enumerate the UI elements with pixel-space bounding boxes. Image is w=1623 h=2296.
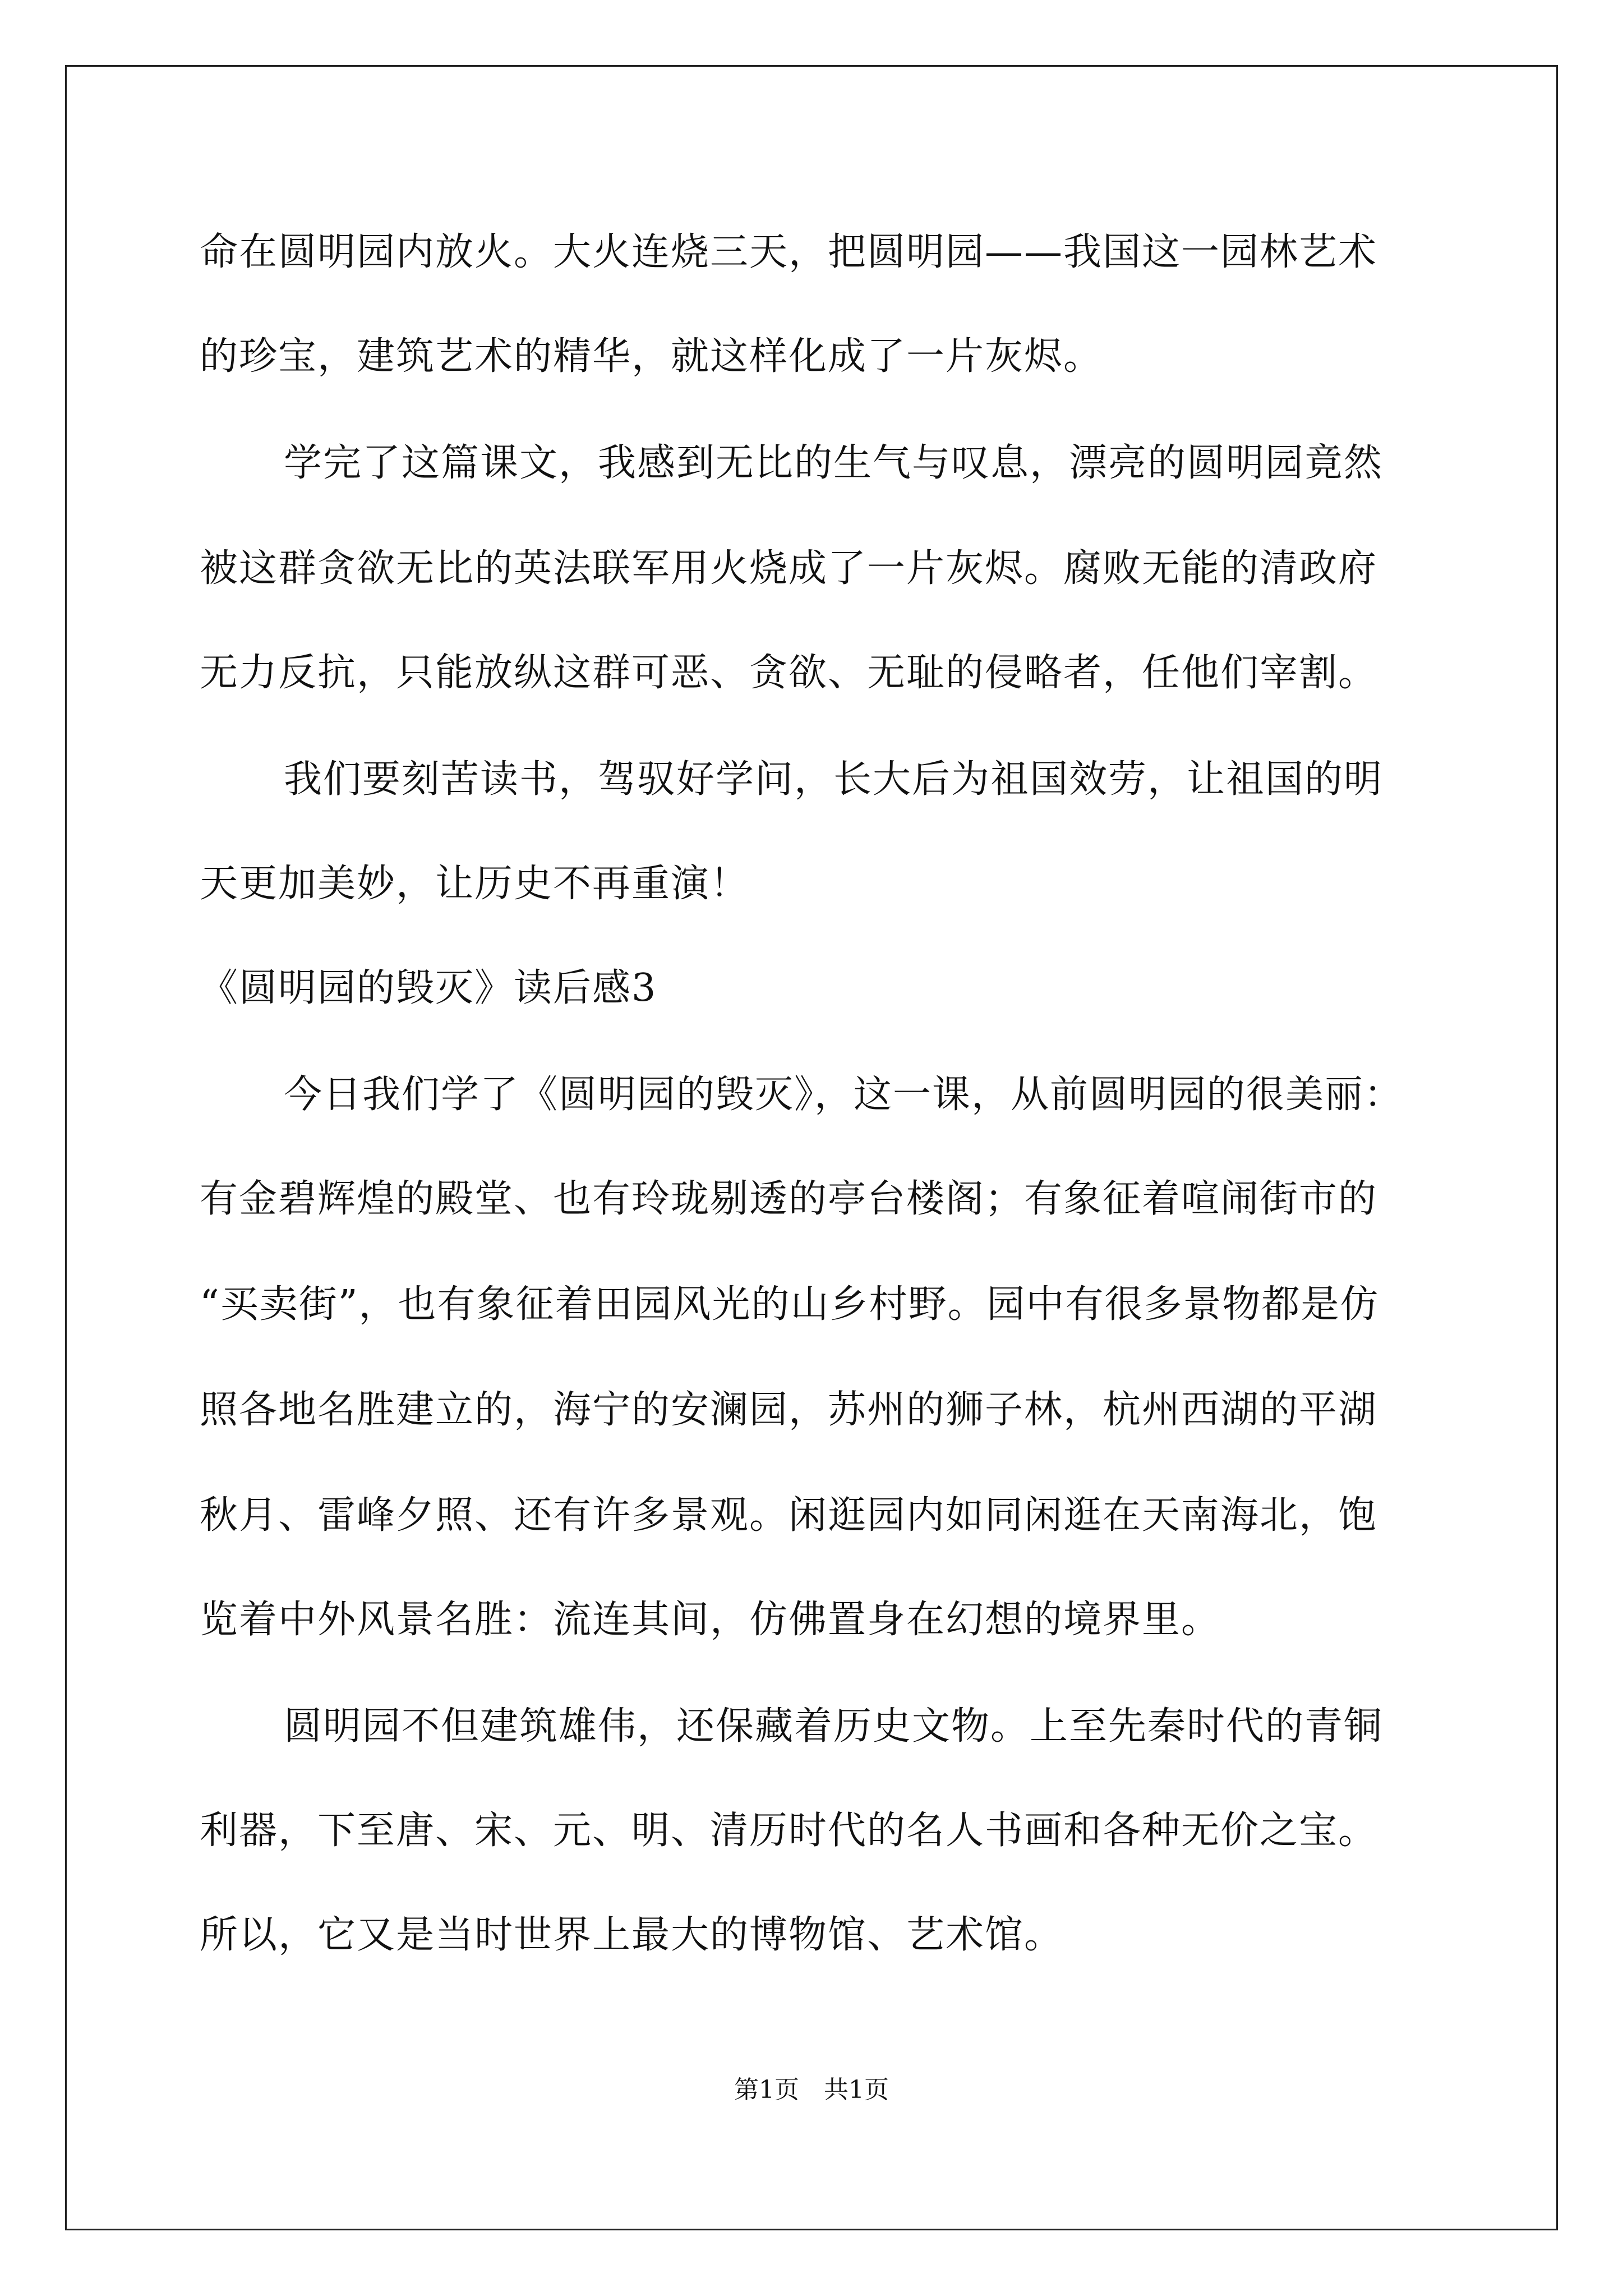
text-line: 照各地名胜建立的，海宁的安澜园，苏州的狮子林，杭州西湖的平湖 [200,1388,1378,1432]
page-number: 第1页 [734,2076,799,2104]
text-line: 所以，它又是当时世界上最大的博物馆、艺术馆。 [200,1913,1064,1957]
text-line: 天更加美妙，让历史不再重演！ [200,862,750,906]
text-line: “买卖街”，也有象征着田园风光的山乡村野。园中有很多景物都是仿 [200,1282,1380,1327]
text-line: 学完了这篇课文，我感到无比的生气与叹息，漂亮的圆明园竟然 [284,441,1384,485]
page-total: 共1页 [824,2076,889,2104]
text-line: 圆明园不但建筑雄伟，还保藏着历史文物。上至先秦时代的青铜 [284,1704,1384,1749]
text-line: 秋月、雷峰夕照、还有许多景观。闲逛园内如同闲逛在天南海北，饱 [200,1493,1378,1538]
text-line: 命在圆明园内放火。大火连烧三天，把圆明园——我国这一园林艺术 [200,230,1378,274]
text-line: 览着中外风景名胜：流连其间，仿佛置身在幻想的境界里。 [200,1598,1221,1642]
text-line: 被这群贪欲无比的英法联军用火烧成了一片灰烬。腐败无能的清政府 [200,546,1378,591]
text-line: 我们要刻苦读书，驾驭好学问，长大后为祖国效劳，让祖国的明 [284,757,1384,802]
text-line: 今日我们学了《圆明园的毁灭》，这一课，从前圆明园的很美丽： [284,1073,1404,1117]
text-line: 的珍宝，建筑艺术的精华，就这样化成了一片灰烬。 [200,334,1103,379]
page-border [65,65,1558,2230]
text-line: 有金碧辉煌的殿堂、也有玲珑剔透的亭台楼阁；有象征着喧闹街市的 [200,1177,1378,1221]
page-footer [0,2074,1623,2106]
text-line: 无力反抗，只能放纵这群可恶、贪欲、无耻的侵略者，任他们宰割。 [200,651,1378,695]
section-heading: 《圆明园的毁灭》读后感3 [200,966,657,1010]
text-line: 利器，下至唐、宋、元、明、清历时代的名人书画和各种无价之宝。 [200,1809,1378,1853]
